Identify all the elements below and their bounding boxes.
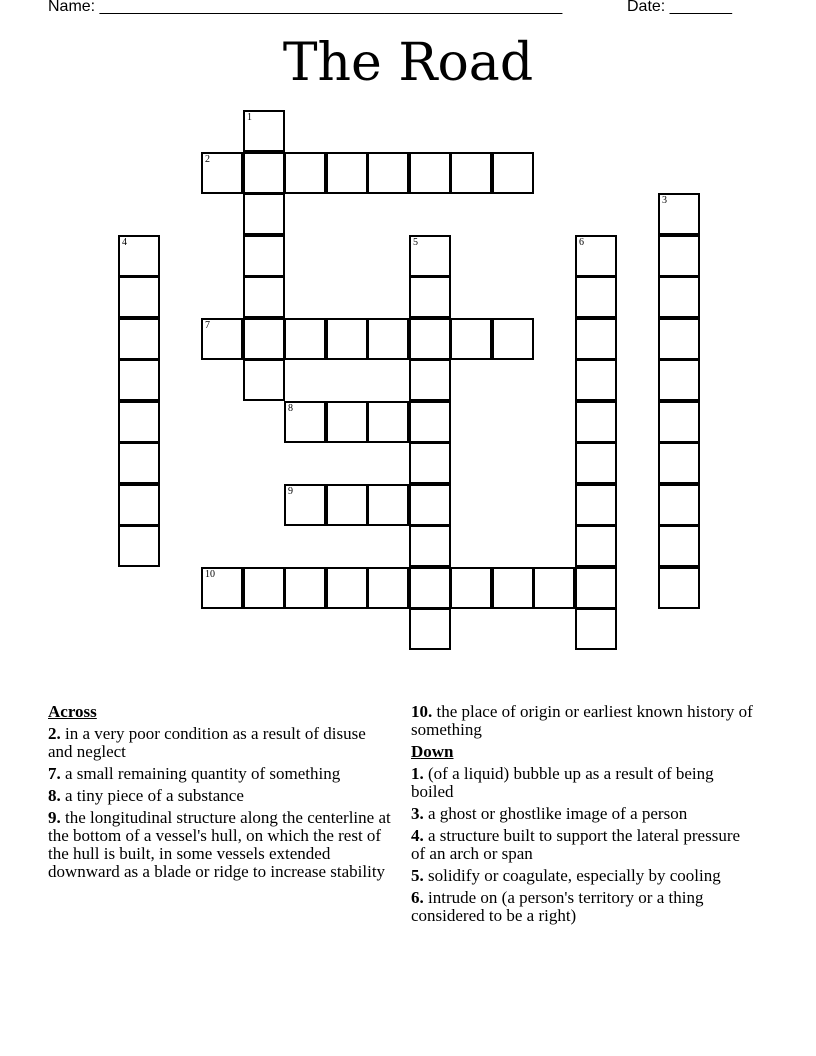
grid-cell[interactable] — [326, 567, 368, 609]
grid-cell[interactable] — [326, 152, 368, 194]
grid-cell[interactable] — [409, 318, 451, 360]
grid-cell[interactable] — [243, 193, 285, 235]
grid-cell[interactable] — [409, 152, 451, 194]
clues-column-right — [411, 703, 756, 929]
cell-number: 9 — [288, 486, 293, 497]
grid-cell[interactable] — [118, 484, 160, 526]
grid-cell[interactable] — [201, 152, 243, 194]
date-field: Date: _______ — [627, 0, 732, 15]
grid-cell[interactable] — [492, 318, 534, 360]
grid-cell[interactable] — [658, 235, 700, 277]
grid-cell[interactable] — [409, 484, 451, 526]
grid-cell[interactable] — [118, 318, 160, 360]
grid-cell[interactable] — [243, 152, 285, 194]
grid-cell[interactable] — [409, 276, 451, 318]
grid-cell[interactable] — [575, 442, 617, 484]
grid-cell[interactable] — [575, 401, 617, 443]
grid-cell[interactable] — [575, 235, 617, 277]
grid-cell[interactable] — [409, 401, 451, 443]
down-clue-1: 1. (of a liquid) bubble up as a result of being boiled — [411, 764, 714, 801]
across-clue-2: 2. in a very poor condition as a result of disuse and neglect — [48, 724, 366, 761]
grid-cell[interactable] — [409, 567, 451, 609]
grid-cell[interactable] — [409, 235, 451, 277]
grid-cell[interactable] — [575, 484, 617, 526]
grid-cell[interactable] — [409, 525, 451, 567]
grid-cell[interactable] — [284, 401, 326, 443]
across-clue-9: 9. the longitudinal structure along the centerline at the bottom of a vessel's hull, on which the rest of the hull is built, in some vessels extended downward as a blade or ridge to increase stability — [48, 808, 391, 881]
grid-cell[interactable] — [326, 401, 368, 443]
cell-number: 6 — [579, 237, 584, 248]
cell-number: 5 — [413, 237, 418, 248]
grid-cell[interactable] — [450, 567, 492, 609]
across-clue-7: 7. a small remaining quantity of something — [48, 764, 341, 783]
grid-cell[interactable] — [658, 359, 700, 401]
grid-cell[interactable] — [658, 276, 700, 318]
cell-number: 1 — [247, 112, 252, 123]
down-heading: Down — [411, 742, 454, 761]
grid-cell[interactable] — [409, 442, 451, 484]
grid-cell[interactable] — [367, 484, 409, 526]
grid-cell[interactable] — [243, 110, 285, 152]
grid-cell[interactable] — [326, 484, 368, 526]
grid-cell[interactable] — [201, 318, 243, 360]
cell-number: 7 — [205, 320, 210, 331]
grid-cell[interactable] — [450, 152, 492, 194]
grid-cell[interactable] — [284, 152, 326, 194]
grid-cell[interactable] — [243, 567, 285, 609]
grid-cell[interactable] — [201, 567, 243, 609]
grid-cell[interactable] — [367, 567, 409, 609]
grid-cell[interactable] — [658, 193, 700, 235]
grid-cell[interactable] — [284, 567, 326, 609]
down-clue-5: 5. solidify or coagulate, especially by cooling — [411, 866, 721, 885]
grid-cell[interactable] — [243, 359, 285, 401]
grid-cell[interactable] — [575, 318, 617, 360]
cell-number: 10 — [205, 569, 215, 580]
across-heading: Across — [48, 702, 97, 721]
down-clue-4: 4. a structure built to support the lateral pressure of an arch or span — [411, 826, 741, 863]
grid-cell[interactable] — [243, 318, 285, 360]
across-clue-8: 8. a tiny piece of a substance — [48, 786, 244, 805]
grid-cell[interactable] — [409, 359, 451, 401]
grid-cell[interactable] — [533, 567, 575, 609]
grid-cell[interactable] — [118, 276, 160, 318]
grid-cell[interactable] — [575, 525, 617, 567]
grid-cell[interactable] — [658, 318, 700, 360]
grid-cell[interactable] — [658, 442, 700, 484]
puzzle-title: The Road — [282, 33, 534, 93]
grid-cell[interactable] — [118, 359, 160, 401]
grid-cell[interactable] — [118, 525, 160, 567]
grid-cell[interactable] — [575, 567, 617, 609]
grid-cell[interactable] — [658, 484, 700, 526]
cell-number: 8 — [288, 403, 293, 414]
down-clue-3: 3. a ghost or ghostlike image of a person — [411, 804, 688, 823]
grid-cell[interactable] — [450, 318, 492, 360]
across-clue-10: 10. the place of origin or earliest known history of something — [411, 702, 753, 739]
grid-cell[interactable] — [243, 235, 285, 277]
cell-number: 2 — [205, 154, 210, 165]
grid-cell[interactable] — [326, 318, 368, 360]
grid-cell[interactable] — [492, 152, 534, 194]
grid-cell[interactable] — [658, 525, 700, 567]
grid-cell[interactable] — [575, 608, 617, 650]
grid-cell[interactable] — [492, 567, 534, 609]
grid-cell[interactable] — [367, 401, 409, 443]
down-clue-6: 6. intrude on (a person's territory or a thing considered to be a right) — [411, 888, 704, 925]
grid-cell[interactable] — [243, 276, 285, 318]
grid-cell[interactable] — [575, 276, 617, 318]
grid-cell[interactable] — [367, 318, 409, 360]
grid-cell[interactable] — [118, 235, 160, 277]
cell-number: 3 — [662, 195, 667, 206]
grid-cell[interactable] — [118, 442, 160, 484]
cell-number: 4 — [122, 237, 127, 248]
grid-cell[interactable] — [575, 359, 617, 401]
grid-cell[interactable] — [658, 401, 700, 443]
clues-column-left — [48, 703, 393, 885]
grid-cell[interactable] — [409, 608, 451, 650]
grid-cell[interactable] — [658, 567, 700, 609]
grid-cell[interactable] — [118, 401, 160, 443]
grid-cell[interactable] — [367, 152, 409, 194]
grid-cell[interactable] — [284, 484, 326, 526]
name-field: Name: ____________________________________________________ — [48, 0, 563, 15]
grid-cell[interactable] — [284, 318, 326, 360]
